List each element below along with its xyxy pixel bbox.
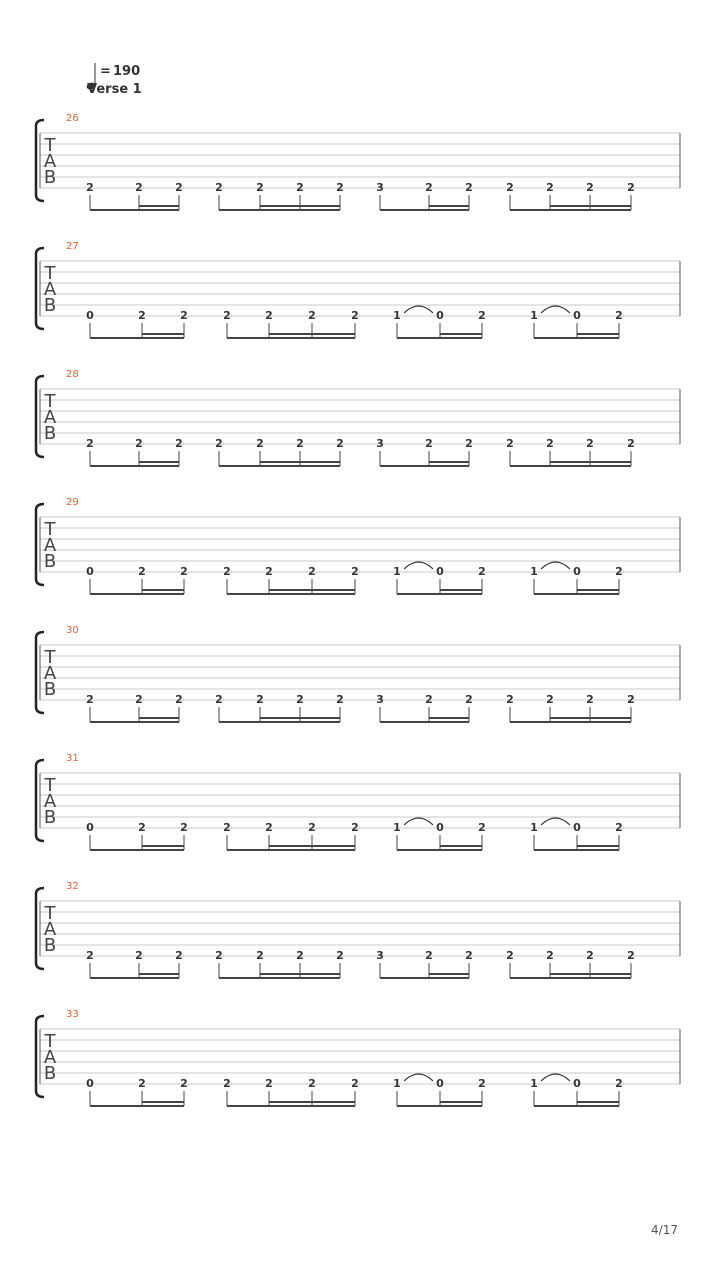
tie-arc (404, 818, 433, 825)
tie-arc (404, 562, 433, 569)
fret-number: 0 (86, 821, 94, 834)
fret-number: 2 (627, 437, 635, 450)
fret-number: 2 (215, 693, 223, 706)
fret-number: 1 (530, 1077, 538, 1090)
tie-arc (404, 306, 433, 313)
bar-number: 28 (66, 369, 79, 380)
bar-number: 33 (66, 1009, 79, 1020)
fret-number: 2 (265, 565, 273, 578)
tab-clef-letter: A (43, 279, 57, 300)
tab-clef-letter: T (44, 519, 56, 540)
tab-clef-letter: T (44, 263, 56, 284)
fret-number: 2 (586, 181, 594, 194)
tab-clef-letter: T (44, 775, 56, 796)
fret-number: 2 (135, 437, 143, 450)
fret-number: 2 (138, 309, 146, 322)
fret-number: 0 (436, 309, 444, 322)
fret-number: 2 (256, 693, 264, 706)
bar-number: 27 (66, 241, 79, 252)
fret-number: 2 (425, 693, 433, 706)
fret-number: 2 (627, 181, 635, 194)
tab-clef-letter: B (43, 1063, 57, 1084)
tab-clef-letter: A (43, 407, 57, 428)
fret-number: 2 (627, 693, 635, 706)
fret-number: 2 (586, 693, 594, 706)
fret-number: 2 (336, 181, 344, 194)
fret-number: 2 (478, 821, 486, 834)
fret-number: 1 (393, 565, 401, 578)
fret-number: 1 (393, 309, 401, 322)
fret-number: 2 (465, 181, 473, 194)
fret-number: 2 (86, 437, 94, 450)
tab-system (36, 241, 680, 338)
fret-number: 0 (573, 565, 581, 578)
fret-number: 2 (175, 181, 183, 194)
fret-number: 2 (478, 309, 486, 322)
fret-number: 2 (615, 565, 623, 578)
fret-number: 2 (223, 1077, 231, 1090)
fret-number: 2 (308, 565, 316, 578)
fret-number: 2 (265, 821, 273, 834)
fret-number: 0 (573, 1077, 581, 1090)
fret-number: 2 (265, 309, 273, 322)
fret-number: 2 (86, 181, 94, 194)
fret-number: 2 (351, 565, 359, 578)
fret-number: 3 (376, 181, 384, 194)
fret-number: 2 (308, 309, 316, 322)
fret-number: 1 (530, 821, 538, 834)
fret-number: 2 (180, 1077, 188, 1090)
tab-system (36, 497, 680, 594)
fret-number: 2 (215, 949, 223, 962)
tab-clef-letter: A (43, 535, 57, 556)
tab-clef-letter: T (44, 903, 56, 924)
tab-clef-letter: A (43, 1047, 57, 1068)
tab-clef-letter: B (43, 679, 57, 700)
tab-clef-letter: A (43, 791, 57, 812)
fret-number: 2 (478, 1077, 486, 1090)
fret-number: 2 (223, 821, 231, 834)
fret-number: 2 (86, 693, 94, 706)
fret-number: 2 (425, 437, 433, 450)
tab-clef-letter: T (44, 135, 56, 156)
fret-number: 1 (530, 309, 538, 322)
tab-system (36, 369, 680, 466)
fret-number: 2 (478, 565, 486, 578)
bar-number: 29 (66, 497, 79, 508)
tab-clef-letter: B (43, 807, 57, 828)
fret-number: 0 (436, 821, 444, 834)
fret-number: 2 (135, 949, 143, 962)
fret-number: 2 (296, 949, 304, 962)
tab-clef-letter: B (43, 167, 57, 188)
fret-number: 2 (546, 949, 554, 962)
tab-clef-letter: B (43, 551, 57, 572)
fret-number: 2 (465, 949, 473, 962)
fret-number: 0 (573, 821, 581, 834)
tab-systems (36, 113, 680, 1106)
section-label: Verse 1 (87, 82, 142, 97)
fret-number: 2 (546, 693, 554, 706)
fret-number: 0 (436, 565, 444, 578)
tie-arc (541, 306, 570, 313)
fret-number: 2 (308, 1077, 316, 1090)
tempo-value: 190 (113, 64, 141, 79)
fret-number: 2 (256, 181, 264, 194)
fret-number: 2 (138, 821, 146, 834)
tie-arc (541, 818, 570, 825)
fret-number: 2 (265, 1077, 273, 1090)
fret-number: 2 (86, 949, 94, 962)
page-number: 4/17 (651, 1223, 678, 1237)
fret-number: 2 (256, 437, 264, 450)
tab-system (36, 753, 680, 850)
tab-clef-letter: B (43, 423, 57, 444)
fret-number: 2 (586, 949, 594, 962)
fret-number: 2 (175, 693, 183, 706)
tab-clef-letter: A (43, 919, 57, 940)
fret-number: 2 (627, 949, 635, 962)
fret-number: 2 (175, 437, 183, 450)
fret-number: 2 (296, 181, 304, 194)
fret-number: 2 (138, 565, 146, 578)
fret-number: 0 (86, 309, 94, 322)
tab-clef-letter: T (44, 391, 56, 412)
fret-number: 2 (425, 949, 433, 962)
fret-number: 2 (506, 181, 514, 194)
tab-clef-letter: A (43, 151, 57, 172)
fret-number: 2 (308, 821, 316, 834)
fret-number: 2 (615, 309, 623, 322)
fret-number: 2 (546, 437, 554, 450)
fret-number: 2 (506, 693, 514, 706)
fret-number: 2 (615, 1077, 623, 1090)
fret-number: 2 (215, 181, 223, 194)
tab-clef-letter: T (44, 1031, 56, 1052)
fret-number: 2 (336, 949, 344, 962)
fret-number: 2 (586, 437, 594, 450)
fret-number: 1 (393, 821, 401, 834)
bar-number: 32 (66, 881, 79, 892)
tab-clef-letter: B (43, 295, 57, 316)
fret-number: 2 (465, 437, 473, 450)
fret-number: 2 (180, 821, 188, 834)
fret-number: 2 (615, 821, 623, 834)
fret-number: 2 (223, 309, 231, 322)
fret-number: 0 (86, 1077, 94, 1090)
fret-number: 3 (376, 949, 384, 962)
fret-number: 2 (336, 437, 344, 450)
fret-number: 2 (546, 181, 554, 194)
bar-number: 31 (66, 753, 79, 764)
fret-number: 2 (135, 693, 143, 706)
fret-number: 2 (256, 949, 264, 962)
fret-number: 2 (296, 437, 304, 450)
fret-number: 2 (215, 437, 223, 450)
bar-number: 30 (66, 625, 79, 636)
fret-number: 2 (351, 821, 359, 834)
fret-number: 2 (336, 693, 344, 706)
fret-number: 2 (175, 949, 183, 962)
tab-system (36, 1009, 680, 1106)
fret-number: 2 (180, 565, 188, 578)
fret-number: 3 (376, 693, 384, 706)
fret-number: 2 (223, 565, 231, 578)
tempo-equals: = (100, 64, 111, 79)
tab-system (36, 625, 680, 722)
fret-number: 2 (138, 1077, 146, 1090)
fret-number: 1 (393, 1077, 401, 1090)
tie-arc (404, 1074, 433, 1081)
fret-number: 0 (573, 309, 581, 322)
fret-number: 2 (465, 693, 473, 706)
fret-number: 2 (180, 309, 188, 322)
tie-arc (541, 1074, 570, 1081)
fret-number: 2 (506, 949, 514, 962)
fret-number: 2 (506, 437, 514, 450)
tab-clef-letter: T (44, 647, 56, 668)
fret-number: 2 (425, 181, 433, 194)
fret-number: 1 (530, 565, 538, 578)
fret-number: 2 (135, 181, 143, 194)
fret-number: 3 (376, 437, 384, 450)
tab-clef-letter: B (43, 935, 57, 956)
fret-number: 2 (351, 1077, 359, 1090)
fret-number: 0 (436, 1077, 444, 1090)
bar-number: 26 (66, 113, 79, 124)
tab-system (36, 113, 680, 210)
fret-number: 2 (351, 309, 359, 322)
tab-system (36, 881, 680, 978)
tie-arc (541, 562, 570, 569)
fret-number: 2 (296, 693, 304, 706)
tab-clef-letter: A (43, 663, 57, 684)
fret-number: 0 (86, 565, 94, 578)
